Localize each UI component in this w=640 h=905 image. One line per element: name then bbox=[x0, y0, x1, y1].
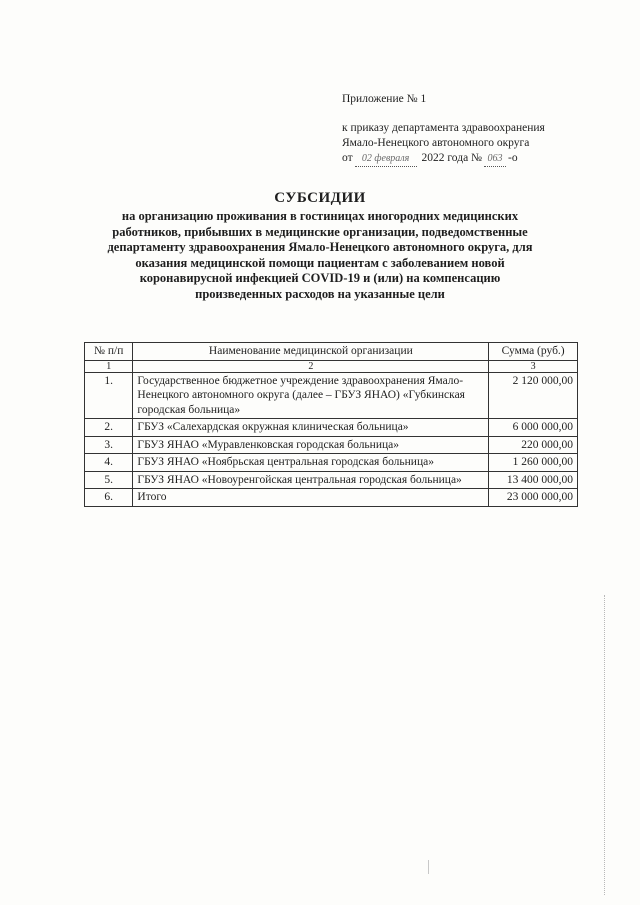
row-num: 2. bbox=[85, 419, 133, 437]
table-row bbox=[85, 419, 578, 437]
appendix-block bbox=[342, 92, 545, 167]
index-cell: 1 bbox=[85, 360, 133, 372]
subsidies-table bbox=[84, 342, 578, 507]
row-sum: 220 000,00 bbox=[489, 436, 578, 454]
header-num: № п/п bbox=[85, 343, 133, 361]
row-num: 5. bbox=[85, 471, 133, 489]
date-prefix: от bbox=[342, 152, 353, 164]
order-line-1: к приказу департамента здравоохранения bbox=[342, 122, 545, 134]
subtitle-line: департаменту здравоохранения Ямало-Ненецкого автономного округа, для bbox=[107, 240, 533, 254]
row-sum: 2 120 000,00 bbox=[489, 372, 578, 419]
row-sum: 6 000 000,00 bbox=[489, 419, 578, 437]
handwritten-number: 063 bbox=[484, 151, 506, 167]
scan-artifact-dots bbox=[604, 595, 606, 895]
row-sum: 1 260 000,00 bbox=[489, 454, 578, 472]
subtitle-line: произведенных расходов на указанные цели bbox=[195, 286, 445, 301]
row-name: ГБУЗ ЯНАО «Муравленковская городская больница» bbox=[133, 436, 489, 454]
row-name: ГБУЗ ЯНАО «Ноябрьская центральная городская больница» bbox=[133, 454, 489, 472]
row-name: ГБУЗ ЯНАО «Новоуренгойская центральная городская больница» bbox=[133, 471, 489, 489]
table-row bbox=[85, 372, 578, 419]
table-row bbox=[85, 471, 578, 489]
row-name: ГБУЗ «Салехардская окружная клиническая больница» bbox=[133, 419, 489, 437]
year-text: 2022 года № bbox=[421, 152, 483, 164]
row-num: 3. bbox=[85, 436, 133, 454]
header-name: Наименование медицинской организации bbox=[133, 343, 489, 361]
handwritten-date: 02 февраля bbox=[355, 151, 417, 167]
subtitle-line: на организацию проживания в гостиницах иногородних медицинских bbox=[121, 209, 519, 223]
index-cell: 3 bbox=[489, 360, 578, 372]
order-date-line bbox=[342, 151, 545, 167]
row-sum: 23 000 000,00 bbox=[489, 489, 578, 507]
document-title: СУБСИДИИ bbox=[274, 190, 366, 206]
number-suffix: -о bbox=[508, 152, 518, 164]
row-num: 4. bbox=[85, 454, 133, 472]
row-name: Итого bbox=[133, 489, 489, 507]
index-cell: 2 bbox=[133, 360, 489, 372]
subtitle-line: оказания медицинской помощи пациентам с заболеванием новой bbox=[135, 255, 505, 270]
order-line-2: Ямало-Ненецкого автономного округа bbox=[342, 137, 530, 149]
subtitle-line: работников, прибывших в медицинские организации, подведомственные bbox=[112, 224, 528, 239]
table-total-row bbox=[85, 489, 578, 507]
table-row bbox=[85, 454, 578, 472]
scan-artifact-mark bbox=[428, 860, 429, 874]
table-row bbox=[85, 436, 578, 454]
table-header-row bbox=[85, 343, 578, 361]
row-num: 1. bbox=[85, 372, 133, 419]
appendix-title: Приложение № 1 bbox=[342, 93, 427, 105]
row-sum: 13 400 000,00 bbox=[489, 471, 578, 489]
row-name: Государственное бюджетное учреждение здравоохранения Ямало-Ненецкого автономного округа (далее – ГБУЗ ЯНАО) «Губкинская городская больница» bbox=[133, 372, 489, 419]
row-num: 6. bbox=[85, 489, 133, 507]
document-subtitle bbox=[70, 209, 570, 302]
header-sum: Сумма (руб.) bbox=[489, 343, 578, 361]
subtitle-line: коронавирусной инфекцией COVID-19 и (или) на компенсацию bbox=[139, 271, 501, 285]
table-index-row bbox=[85, 360, 578, 372]
document-heading bbox=[70, 190, 570, 302]
